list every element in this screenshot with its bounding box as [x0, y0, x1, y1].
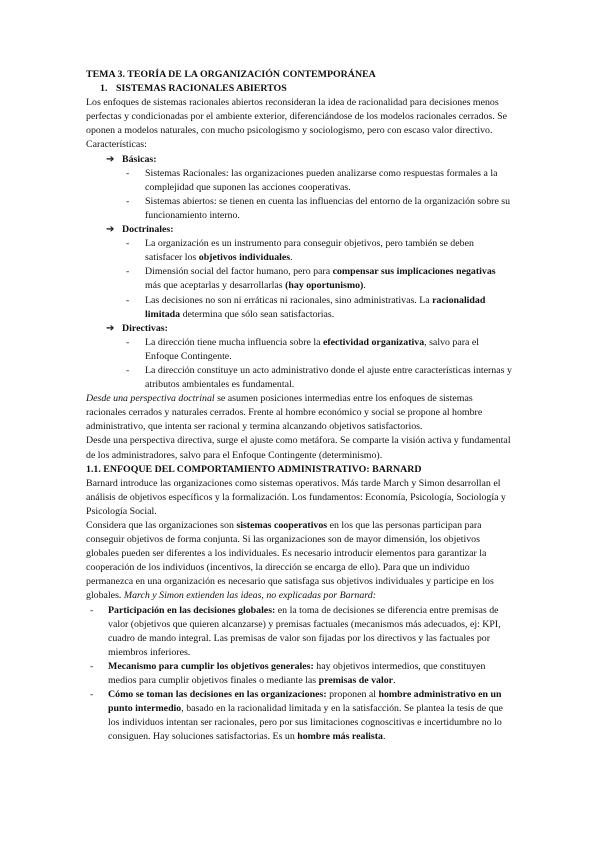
bold-run: hombre más realista — [297, 731, 383, 743]
bold-run: hombre administrativo en un punto intermedio — [108, 689, 502, 715]
bold-run: objetivos individuales — [198, 252, 291, 264]
basicas-item-text: Sistemas abiertos: se tienen en cuenta las influencias del entorno de la organización sobre su funcionamiento interno. — [145, 195, 511, 221]
doctrinales-item — [86, 265, 512, 293]
dash-bullet: - — [126, 266, 130, 278]
text-run: Considera que las organizaciones son — [86, 520, 237, 531]
directivas-label: Directivas: — [122, 322, 168, 334]
text-run: , basado en la racionalidad limitada y en la satisfacción. Se plantea la tesis de que los individuos intentan ser racionales, pero por sus limitaciones cognoscitivas e incertidumbre no lo consiguen. Hay soluciones satisfactorias. Es un — [108, 703, 503, 743]
section-1-1-heading: 1.1. ENFOQUE DEL COMPORTAMIENTO ADMINISTRATIVO: BARNARD — [86, 463, 422, 475]
text-run: hay objetivos intermedios, que constituyen medios para cumplir objetivos finales o mediante las — [108, 660, 486, 687]
bold-run: racionalidad limitada — [145, 294, 486, 320]
march-simon-item — [86, 660, 512, 688]
text-run: . — [383, 731, 386, 743]
text-run: . — [393, 675, 396, 687]
intro-paragraph: Los enfoques de sistemas racionales abiertos reconsideran la idea de racionalidad para decisiones menos perfectas y condicionadas por el ambiente exterior, diferenciándose de los modelos racionales cerrados. Se oponen a modelos naturales, con mucho psicologismo y sociologismo, pero con escaso valor directivo. Características: — [86, 97, 508, 151]
text-run: en la toma de decisiones se diferencia entre premisas de valor (objetivos que quieren alcanzarse) y premisas factuales (mecanismos más adecuados, ej: KPI, cuadro de mando integral. Las premisas de valor son fijadas por los directivos y las factuales por miembros inferiores. — [108, 604, 501, 658]
text-run: se asumen posiciones intermedias entre los enfoques de sistemas racionales cerrados y naturales cerrados. Frente al hombre económico y social se propone al hombre administrativo, que intenta ser racional y termina alcanzando objetivos satisfactorios. — [86, 393, 483, 433]
bold-run: premisas de valor — [318, 675, 394, 687]
text-run: La dirección constituye un acto administrativo donde el ajuste entre características internas y atributos ambientales es fundamental. — [145, 364, 512, 391]
barnard-intro-paragraph: Barnard introduce las organizaciones como sistemas operativos. Más tarde March y Simon desarrollan el análisis de objetivos específicos y la formalización. Los fundamentos: Economía, Psicología, Sociología y Psicología Social. — [86, 477, 506, 517]
dash-bullet: - — [126, 195, 130, 207]
bold-run: efectividad organizativa — [322, 336, 425, 348]
dash-bullet: - — [90, 604, 94, 616]
bold-run: (hay oportunismo) — [285, 280, 364, 292]
bold-run: Participación en las decisiones globales: — [108, 604, 276, 616]
doctrinales-label: Doctrinales: — [122, 224, 174, 236]
text-run: . — [290, 252, 293, 264]
doctrinal-paragraph — [86, 392, 512, 434]
basicas-item — [86, 195, 512, 223]
arrow-right-icon: ➔ — [106, 224, 115, 236]
arrow-right-icon: ➔ — [106, 322, 115, 334]
bold-run: compensar sus implicaciones negativas — [332, 266, 496, 278]
dash-bullet: - — [126, 238, 130, 250]
dash-bullet: - — [126, 167, 130, 179]
italic-run: Desde una perspectiva doctrinal — [86, 393, 215, 405]
bold-run: Cómo se toman las decisiones en las organizaciones: — [108, 689, 327, 701]
considera-paragraph — [86, 519, 512, 604]
dash-bullet: - — [90, 660, 94, 672]
section-1-heading — [86, 82, 512, 96]
section-1-number: 1. — [100, 83, 108, 95]
basicas-item — [86, 167, 512, 195]
dash-bullet: - — [126, 294, 130, 306]
text-run: en los que las personas participan para conseguir objetivos de forma conjunta. Si las organizaciones son de mayor dimensión, los objetivos globales pueden ser diferentes a los individuales. Es necesario introducir elementos para garantizar la cooperación de los individuos (incentivos, la dirección se encarga de ello). Para que un individuo permanezca en una organización es necesario que satisfaga sus objetivos individuales y participe en los globales. — [86, 520, 494, 602]
doctrinales-item — [86, 237, 512, 265]
text-run: proponen al — [326, 689, 379, 701]
text-run: Las decisiones no son ni erráticas ni racionales, sino administrativas. La — [145, 294, 433, 306]
basicas-heading — [86, 153, 512, 167]
directivas-heading — [86, 322, 512, 336]
text-run: La organización es un instrumento para conseguir objetivos, pero también se deben satisfacer los — [145, 238, 474, 264]
march-simon-item — [86, 604, 512, 660]
text-run: Dimensión social del factor humano, pero para — [145, 266, 333, 278]
document-title: TEMA 3. TEORÍA DE LA ORGANIZACIÓN CONTEMPORÁNEA — [86, 69, 376, 80]
bold-run: sistemas cooperativos — [236, 520, 328, 531]
directivas-item — [86, 336, 512, 364]
italic-run: March y Simon extienden las ideas, no explicadas por Barnard: — [123, 590, 376, 602]
text-run: . — [363, 280, 366, 292]
section-1-title: SISTEMAS RACIONALES ABIERTOS — [116, 83, 287, 95]
doctrinales-item — [86, 294, 512, 322]
directiva-paragraph: Desde una perspectiva directiva, surge el ajuste como metáfora. Se comparte la visión activa y fundamental de los administradores, salvo para el Enfoque Contingente (determinismo). — [86, 435, 511, 461]
dash-bullet: - — [126, 336, 130, 348]
basicas-label: Básicas: — [122, 153, 157, 165]
arrow-right-icon: ➔ — [106, 153, 115, 165]
text-run: La dirección tiene mucha influencia sobre la — [145, 336, 323, 348]
basicas-item-text: Sistemas Racionales: las organizaciones pueden analizarse como respuestas formales a la complejidad que suponen las acciones cooperativas. — [145, 167, 498, 193]
dash-bullet: - — [126, 364, 130, 376]
text-run: determina que sólo sean satisfactorias. — [180, 308, 335, 320]
doctrinales-heading — [86, 223, 512, 237]
march-simon-item — [86, 688, 512, 744]
bold-run: Mecanismo para cumplir los objetivos generales: — [108, 660, 314, 672]
directivas-item — [86, 364, 512, 392]
text-run: , salvo para el Enfoque Contingente. — [145, 336, 479, 362]
text-run: más que aceptarlas y desarrollarlas — [145, 280, 286, 292]
dash-bullet: - — [90, 689, 94, 701]
